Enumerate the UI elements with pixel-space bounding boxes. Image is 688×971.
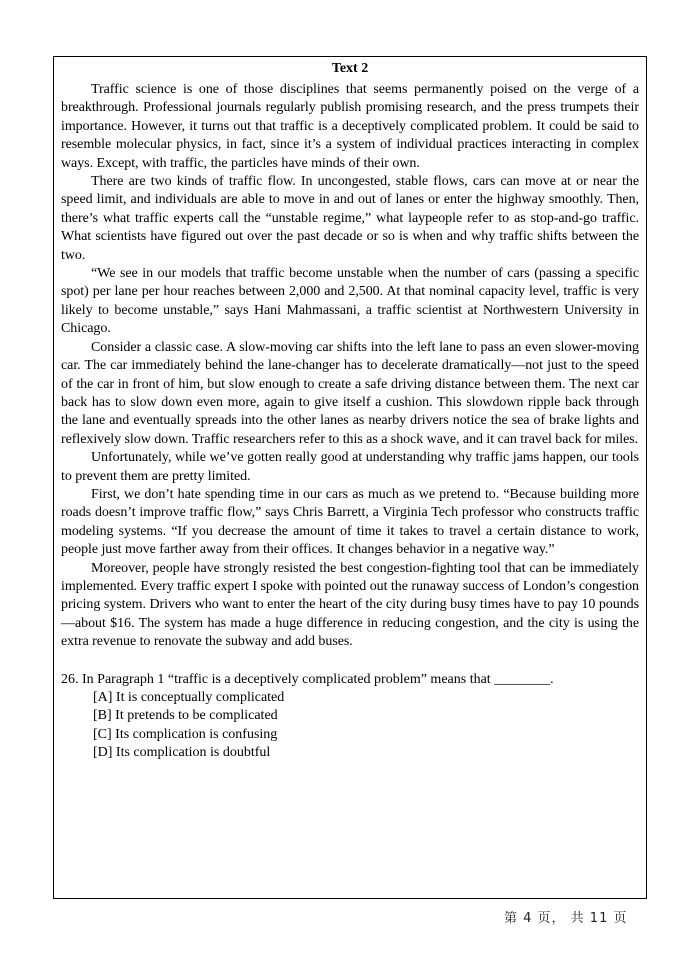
paragraph-7: Moreover, people have strongly resisted the best congestion-fighting tool that can be immediately implemented. Every traffic expert I spoke with pointed out the runaway success of London’s congestion pricing system. Drivers who want to enter the heart of the city during busy times have to pay 10 pounds—about $16. The system has made a huge difference in reducing congestion, and the city is using the extra revenue to renovate the subway and add buses. [61, 560, 639, 650]
paragraph-5: Unfortunately, while we’ve gotten really good at understanding why traffic jams happen, our tools to prevent them are pretty limited. [61, 450, 639, 484]
page-number: 第 4 页， 共 11 页 [504, 911, 628, 926]
passage-frame [53, 56, 647, 899]
paragraph-6: First, we don’t hate spending time in our cars as much as we pretend to. “Because building more roads doesn’t improve traffic flow,” says Chris Barrett, a Virginia Tech professor who constructs traffic modeling systems. “If you decrease the amount of time it takes to travel a certain distance to work, people just move farther away from their offices. It changes behavior in a negative way.” [61, 486, 639, 558]
paragraph-1: Traffic science is one of those disciplines that seems permanently poised on the verge of a breakthrough. Professional journals regularly publish promising research, and the press trumpets their importance. However, it turns out that traffic is a deceptively complicated problem. It could be said to resemble molecular physics, in fact, since it’s a system of individual practices interacting in complex ways. Except, with traffic, the particles have minds of their own. [61, 82, 639, 171]
paragraph-4: Consider a classic case. A slow-moving car shifts into the left lane to pass an even slower-moving car. The car immediately behind the lane-changer has to decelerate dramatically—not just to the speed of the car in front of him, but slow enough to create a safe driving distance between them. The next car back has to slow down even more, again to give itself a cushion. This slowdown ripple back through the lane and eventually spreads into the other lanes as nearby drivers notice the sea of brake lights and reflexively slow down. Traffic researchers refer to this as a shock wave, and it can travel back for miles. [61, 339, 639, 447]
option-a: [A] It is conceptually complicated [93, 690, 285, 705]
paragraph-3: “We see in our models that traffic become unstable when the number of cars (passing a specific spot) per lane per hour reaches between 2,000 and 2,500. At that nominal capacity level, traffic is very likely to become unstable,” says Hani Mahmassani, a traffic scientist at Northwestern University in Chicago. [61, 266, 639, 337]
question-26 [61, 671, 639, 763]
option-c: [C] Its complication is confusing [93, 726, 278, 742]
question-stem: 26. In Paragraph 1 “traffic is a deceptively complicated problem” means that ________. [61, 671, 554, 687]
option-b: [B] It pretends to be complicated [93, 708, 278, 724]
passage-title: Text 2 [331, 61, 369, 76]
option-d: [D] Its complication is doubtful [93, 745, 271, 761]
paragraph-2: There are two kinds of traffic flow. In uncongested, stable flows, cars can move at or near the speed limit, and individuals are able to move in and out of lanes or enter the highway smoothly. Then, there’s what traffic experts call the “unstable regime,” what laypeople refer to as stop-and-go traffic. What scientists have figured out over the past decade or so is when and why traffic shifts between the two. [61, 174, 639, 263]
